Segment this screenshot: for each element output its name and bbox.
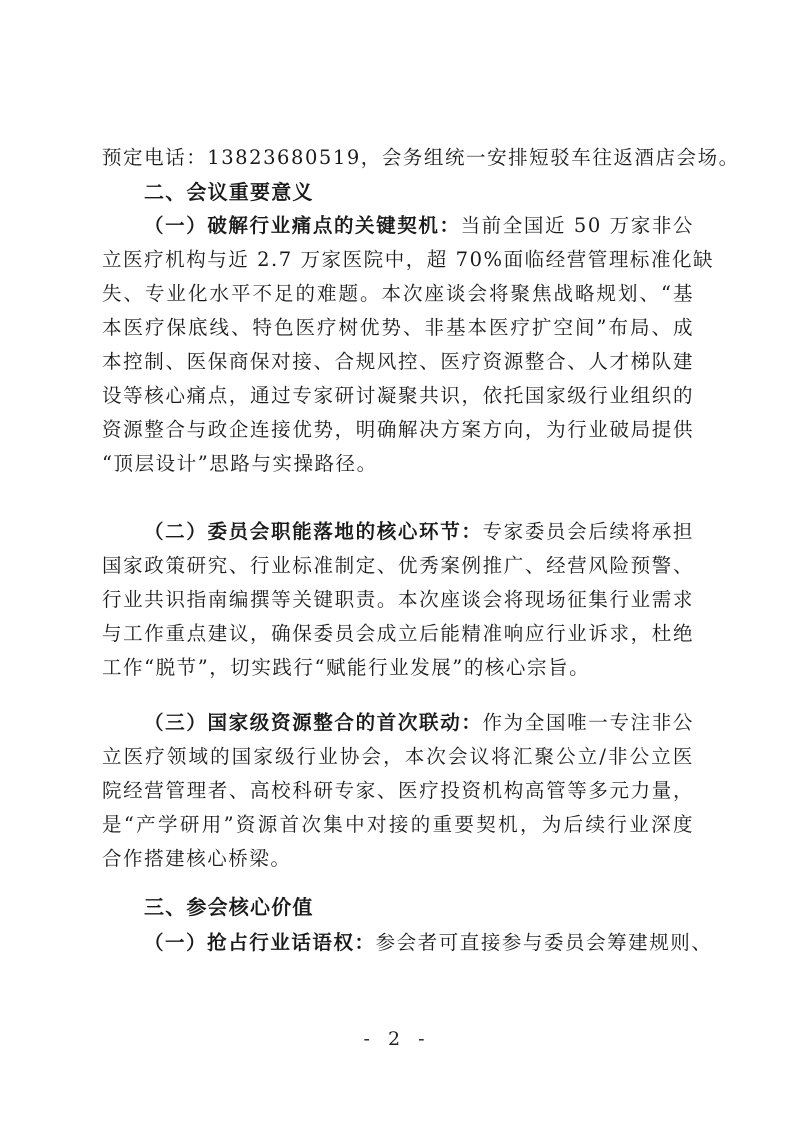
- paragraph-line: 立医疗机构与近 2.7 万家医院中，超 70%面临经营管理标准化缺: [102, 248, 715, 271]
- paragraph-line: 失、专业化水平不足的难题。本次座谈会将聚焦战略规划、“基: [102, 282, 694, 305]
- item-title: （二）委员会职能落地的核心环节：: [144, 520, 483, 543]
- paragraph-line: （二）委员会职能落地的核心环节：专家委员会后续将承担: [144, 520, 694, 543]
- paragraph-line: （三）国家级资源整合的首次联动：作为全国唯一专注非公: [144, 711, 694, 734]
- paragraph-line: 院经营管理者、高校科研专家、医疗投资机构高管等多元力量，: [102, 779, 694, 802]
- paragraph-line: 与工作重点建议，确保委员会成立后能精准响应行业诉求，杜绝: [102, 622, 694, 645]
- paragraph-line: 设等核心痛点，通过专家研讨凝聚共识，依托国家级行业组织的: [102, 384, 694, 407]
- paragraph-line: 是“产学研用”资源首次集中对接的重要契机，为后续行业深度: [102, 813, 694, 836]
- page-number: - 2 -: [363, 1028, 431, 1050]
- paragraph-line: 本医疗保底线、特色医疗树优势、非基本医疗扩空间”布局、成: [102, 316, 694, 339]
- paragraph-line: 合作搭建核心桥梁。: [102, 847, 292, 870]
- paragraph-line: 国家政策研究、行业标准制定、优秀案例推广、经营风险预警、: [102, 554, 694, 577]
- paragraph-line: 行业共识指南编撰等关键职责。本次座谈会将现场征集行业需求: [102, 588, 694, 611]
- section-heading-core-value: 三、参会核心价值: [144, 895, 314, 919]
- item-title: （一）抢占行业话语权：: [144, 931, 376, 954]
- section-heading-significance: 二、会议重要意义: [144, 180, 314, 204]
- paragraph-line: （一）抢占行业话语权：参会者可直接参与委员会筹建规则、: [144, 931, 713, 954]
- paragraph-line: 立医疗领域的国家级行业协会，本次会议将汇聚公立/非公立医: [102, 745, 694, 768]
- paragraph-line: （一）破解行业痛点的关键契机：当前全国近 50 万家非公: [144, 214, 694, 237]
- paragraph-line: 资源整合与政企连接优势，明确解决方案方向，为行业破局提供: [102, 418, 694, 441]
- paragraph-line: “顶层设计”思路与实操路径。: [102, 452, 378, 475]
- paragraph-line: 工作“脱节”，切实践行“赋能行业发展”的核心宗旨。: [102, 656, 591, 679]
- item-title: （一）破解行业痛点的关键契机：: [144, 214, 461, 237]
- item-title: （三）国家级资源整合的首次联动：: [144, 711, 483, 734]
- booking-phone-line: 预定电话：13823680519，会务组统一安排短驳车往返酒店会场。: [102, 146, 740, 169]
- paragraph-line: 本控制、医保商保对接、合规风控、医疗资源整合、人才梯队建: [102, 350, 694, 373]
